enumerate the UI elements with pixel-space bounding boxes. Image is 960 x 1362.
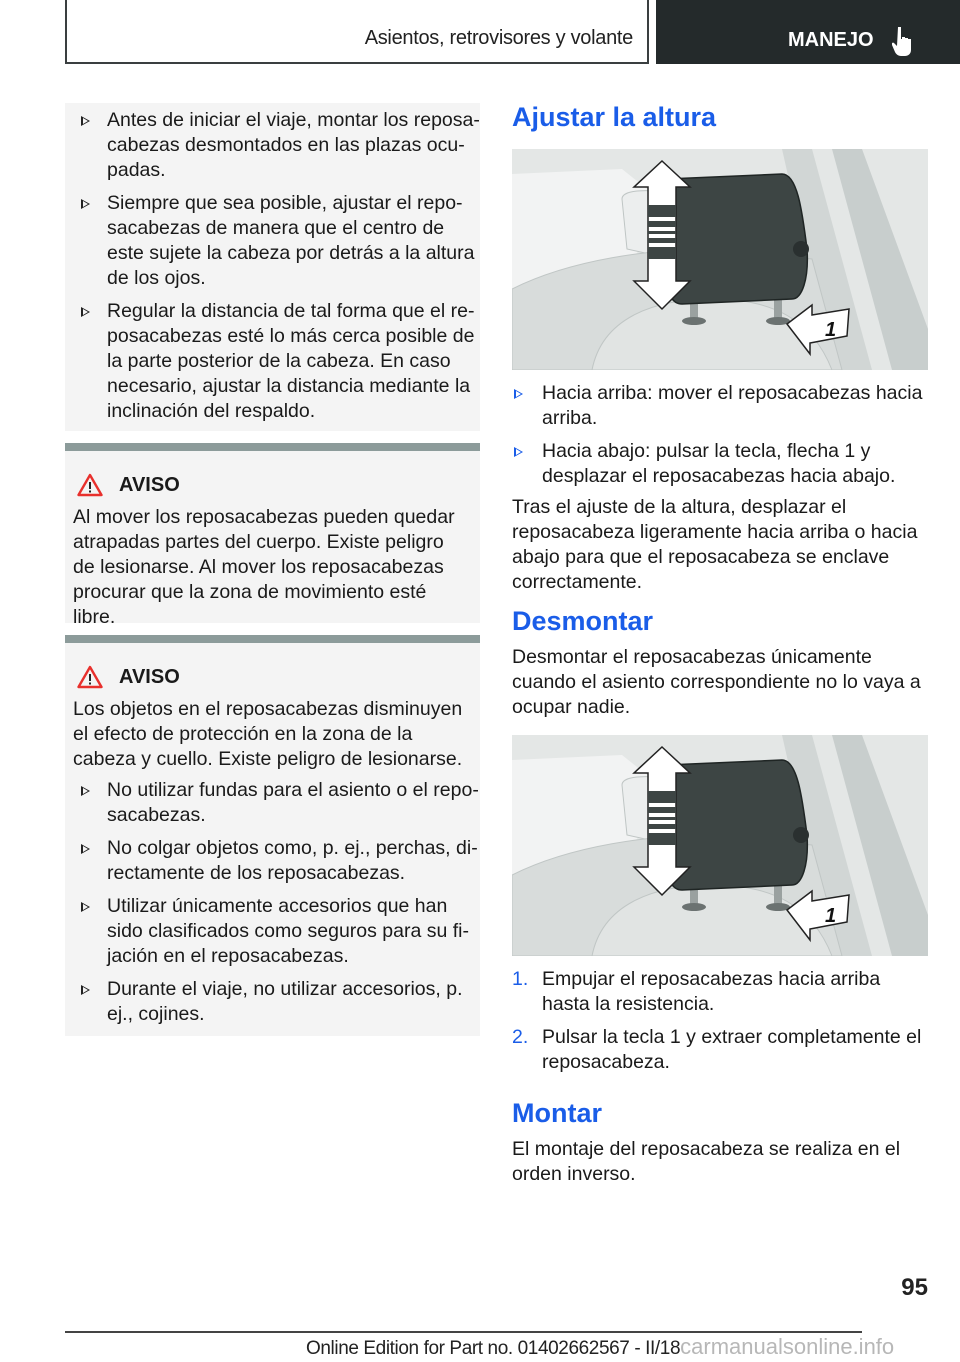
section-heading-desmontar: Desmontar [512,606,654,636]
triangle-bullet-icon [514,447,523,457]
footer-edition [306,1334,894,1360]
page-number: 95 [901,1274,928,1301]
remove-steps-list [512,967,928,1083]
intro-bullet-list [65,108,480,424]
list-item: 2. Pulsar la tecla 1 y extraer completamente el reposacabeza. [512,1026,922,1073]
warning-heading [77,471,480,499]
step-number: 2. [512,1026,529,1048]
list-item: Durante el viaje, no utilizar accesorios, p. ej., cojines. [65,977,480,1027]
pointing-hand-icon [892,26,914,56]
section-title: Asientos, retrovisores y volante [364,27,633,49]
install-paragraph: El montaje del reposacabeza se realiza en el orden inverso. [512,1138,901,1185]
triangle-bullet-icon [81,786,90,796]
list-item: Regular la distancia de tal forma que el reposacabezas esté lo más cerca posible de la parte posterior de la cabeza. En caso necesario, ajustar la distancia mediante la inclinación del respaldo. [65,299,480,424]
warning-title: AVISO [119,473,180,496]
warning-text: Los objetos en el reposacabezas disminuyen el efecto de protección en la zona de la cabeza y cuello. Existe peligro de lesionarse. [73,698,463,770]
section-heading-ajustar: Ajustar la altura [512,102,717,132]
height-adjust-bullet-list [512,381,928,497]
section-header-tab [65,0,649,64]
triangle-bullet-icon [81,985,90,995]
chapter-tab [656,0,960,64]
triangle-bullet-icon [81,199,90,209]
svg-text:1: 1 [825,905,837,927]
svg-text:1: 1 [825,319,837,341]
list-item: Hacia arriba: mover el reposacabezas hacia arriba. [512,381,928,431]
headrest-diagram [512,149,928,370]
watermark: carmanualsonline.info [680,1334,895,1359]
warning-title: AVISO [119,665,180,688]
intro-bullets-box [65,103,480,431]
list-item: No colgar objetos como, p. ej., perchas, directamente de los reposacabezas. [65,836,480,886]
footer-divider [65,1331,862,1333]
warning-text: Al mover los reposacabezas pueden quedar atrapadas partes del cuerpo. Existe peligro de lesionarse. Al mover los reposacabezas procurar que la zona de movimiento esté libre. [73,506,455,628]
warning-bullet-list [65,778,480,1027]
headrest-diagram [512,735,928,956]
warning-triangle-icon [77,473,103,497]
warning-bar [65,443,480,451]
warning-bar [65,635,480,643]
list-item: Utilizar únicamente accesorios que han sido clasificados como seguros para su fijación en el reposacabezas. [65,894,480,969]
remove-paragraph: Desmontar el reposacabezas únicamente cuando el asiento correspondiente no lo vaya a ocupar nadie. [512,646,921,718]
warning-heading [77,663,480,691]
warning-triangle-icon [77,665,103,689]
height-adjust-paragraph: Tras el ajuste de la altura, desplazar el reposacabeza ligeramente hacia arriba o hacia abajo para que el reposacabeza se enclave correctamente. [512,496,918,593]
headrest-height-illustration [512,149,928,370]
triangle-bullet-icon [514,389,523,399]
chapter-label: MANEJO [788,29,874,51]
list-item: Antes de iniciar el viaje, montar los reposacabezas desmontados en las plazas ocupadas. [65,108,480,183]
step-number: 1. [512,968,529,990]
triangle-bullet-icon [81,116,90,126]
list-item: Siempre que sea posible, ajustar el reposacabezas de manera que el centro de este sujete la cabeza por detrás a la altura de los ojos. [65,191,480,291]
triangle-bullet-icon [81,902,90,912]
triangle-bullet-icon [81,307,90,317]
list-item: Hacia abajo: pulsar la tecla, flecha 1 y desplazar el reposacabezas hacia abajo. [512,439,928,489]
warning-box-1 [65,443,480,628]
warning-box-2 [65,635,480,1036]
section-heading-montar: Montar [512,1098,602,1128]
headrest-removal-illustration [512,735,928,956]
list-item: 1. Empujar el reposacabezas hacia arriba hasta la resistencia. [512,968,881,1015]
list-item: No utilizar fundas para el asiento o el reposacabezas. [65,778,480,828]
triangle-bullet-icon [81,844,90,854]
edition-text: Online Edition for Part no. 01402662567 - II/18 [306,1338,681,1359]
